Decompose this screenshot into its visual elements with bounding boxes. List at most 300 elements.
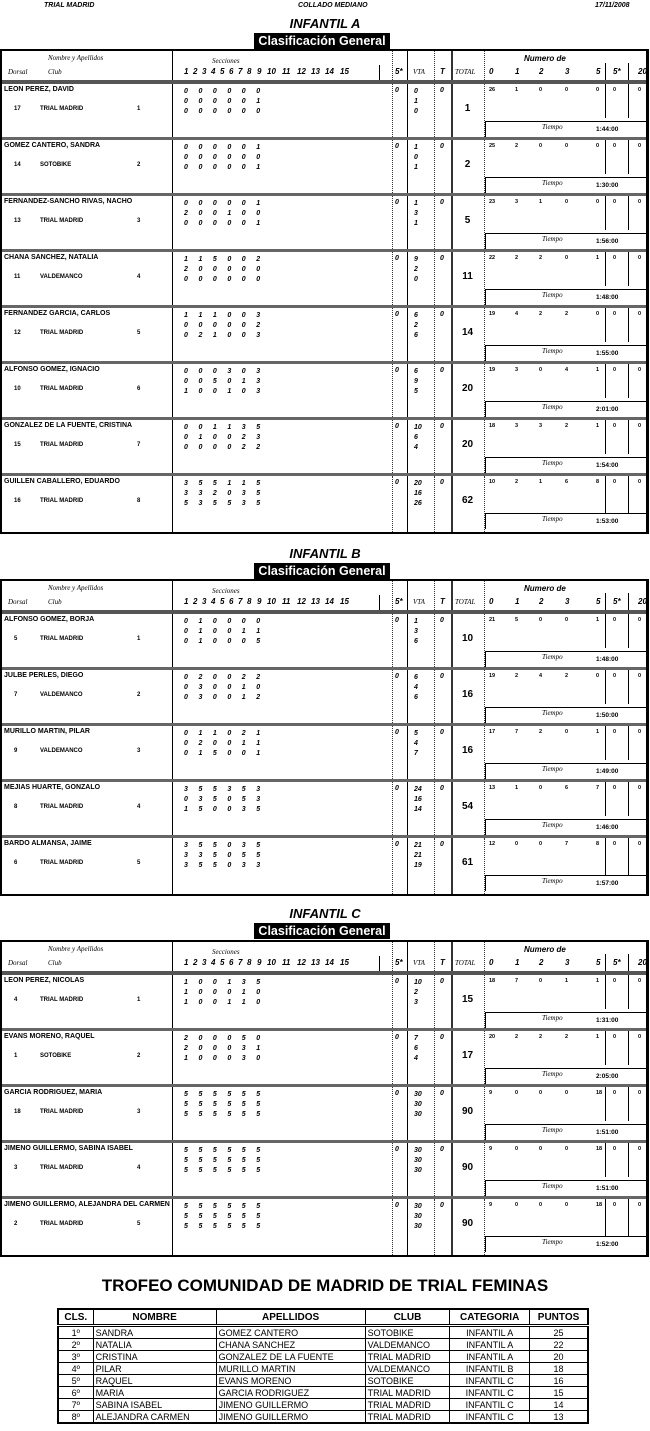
column-divider xyxy=(172,51,173,80)
trophy-cell: SABINA ISABEL xyxy=(93,1399,216,1411)
trophy-cell: 25 xyxy=(530,1326,588,1339)
count-value: 0 xyxy=(565,1090,569,1096)
header-count-2: 2 xyxy=(539,597,544,606)
column-divider xyxy=(434,140,435,193)
column-divider xyxy=(407,942,408,971)
t-value: 0 xyxy=(440,729,444,736)
count-value: 1 xyxy=(596,1034,600,1040)
five-star-value: 0 xyxy=(395,423,399,430)
header-section-number: 14 xyxy=(325,597,334,606)
column-divider xyxy=(451,420,453,473)
vta-values xyxy=(414,255,418,285)
header-t: T xyxy=(440,958,445,967)
header-count-5: 5* xyxy=(613,958,621,967)
lap-scores xyxy=(184,617,264,647)
trophy-cell: GARCIA RODRIGUEZ xyxy=(216,1387,365,1399)
lap-row: 1 1 1 0 0 3 xyxy=(184,312,265,319)
t-value: 0 xyxy=(440,978,444,985)
lap-row: 0 0 1 1 3 5 xyxy=(184,424,265,431)
vta-lap: 0 xyxy=(414,154,418,161)
rider-position: 1 xyxy=(137,636,141,642)
column-divider xyxy=(434,726,435,779)
column-divider xyxy=(628,63,629,80)
vta-lap: 4 xyxy=(414,740,418,747)
header-section-number: 5 xyxy=(220,958,225,967)
vta-lap: 6 xyxy=(414,368,418,375)
count-value: 0 xyxy=(539,617,543,623)
count-value: 2 xyxy=(565,673,569,679)
tiempo-value: 1:31:00 xyxy=(596,1017,619,1024)
rider-position: 4 xyxy=(137,1165,141,1171)
rider-name: GONZALEZ DE LA FUENTE, CRISTINA xyxy=(4,422,133,429)
vta-lap: 19 xyxy=(414,862,422,869)
vta-values xyxy=(414,673,418,703)
vta-lap: 1 xyxy=(414,164,418,171)
count-value: 2 xyxy=(515,479,519,485)
count-value: 0 xyxy=(565,1202,569,1208)
tiempo-box xyxy=(485,513,646,529)
column-divider xyxy=(392,1199,393,1255)
header-section-number: 13 xyxy=(311,597,320,606)
rider-name: EVANS MORENO, RAQUEL xyxy=(4,1033,95,1040)
rider-name: MURILLO MARTIN, PILAR xyxy=(4,728,90,735)
count-value: 1 xyxy=(565,978,569,984)
count-value: 1 xyxy=(539,479,543,485)
tiempo-value: 1:30:00 xyxy=(596,182,619,189)
column-divider xyxy=(434,975,435,1028)
total-score: 90 xyxy=(461,1218,474,1229)
rider-name: FERNANDEZ GARCIA, CARLOS xyxy=(4,310,111,317)
header-date: 17/11/2008 xyxy=(595,2,630,9)
t-value: 0 xyxy=(440,423,444,430)
column-divider xyxy=(434,942,435,971)
header-count-0: 0 xyxy=(489,958,494,967)
rider-dorsal: 12 xyxy=(14,330,21,336)
column-divider xyxy=(407,140,408,193)
vta-lap: 2 xyxy=(414,989,418,996)
column-divider xyxy=(451,726,453,779)
trophy-row xyxy=(58,1351,588,1363)
rider-row xyxy=(2,1199,646,1255)
vta-lap: 1 xyxy=(414,144,418,151)
tiempo-box xyxy=(485,177,646,193)
tiempo-value: 1:52:00 xyxy=(596,1241,619,1248)
header-vta: VTA xyxy=(413,68,425,76)
rider-row xyxy=(2,614,646,670)
count-value: 4 xyxy=(539,673,543,679)
rider-dorsal: 7 xyxy=(14,692,18,698)
column-divider xyxy=(434,476,435,532)
lap-scores xyxy=(184,978,264,1008)
vta-lap: 30 xyxy=(414,1147,422,1154)
lap-row: 5 5 5 5 5 5 xyxy=(184,1213,265,1220)
rider-row xyxy=(2,364,646,420)
header-count-2: 2 xyxy=(539,67,544,76)
count-value: 0 xyxy=(638,143,642,149)
count-value: 9 xyxy=(489,1146,493,1152)
tiempo-label: Tiempo xyxy=(542,653,563,661)
count-value: 0 xyxy=(638,1146,642,1152)
header-section-number: 11 xyxy=(282,597,291,606)
lap-row: 5 5 5 5 5 5 xyxy=(184,1167,265,1174)
trophy-cell: 1º xyxy=(58,1326,93,1339)
column-divider xyxy=(628,838,629,875)
column-divider xyxy=(172,726,173,779)
classification-subtitle: Clasificación General xyxy=(254,923,390,939)
tiempo-value: 2:05:00 xyxy=(596,1073,619,1080)
tiempo-box xyxy=(485,651,646,667)
vta-lap: 20 xyxy=(414,480,422,487)
rider-club: TRIAL MADRID xyxy=(40,218,84,224)
classification-table xyxy=(0,49,649,534)
trophy-row xyxy=(58,1399,588,1411)
tiempo-label: Tiempo xyxy=(542,291,563,299)
header-count-6: 20 xyxy=(638,958,647,967)
column-divider xyxy=(605,196,606,230)
rider-club: TRIAL MADRID xyxy=(40,442,84,448)
tiempo-label: Tiempo xyxy=(542,123,563,131)
count-value: 3 xyxy=(515,199,519,205)
tiempo-box xyxy=(485,1124,646,1140)
rider-row xyxy=(2,140,646,196)
rider-dorsal: 18 xyxy=(14,1109,21,1115)
header-section-number: 2 xyxy=(193,958,198,967)
lap-row: 2 0 0 0 0 0 xyxy=(184,266,265,273)
count-value: 0 xyxy=(638,1090,642,1096)
header-t: T xyxy=(440,67,445,76)
count-value: 0 xyxy=(565,1146,569,1152)
count-value: 0 xyxy=(613,255,617,261)
trophy-cell: GOMEZ CANTERO xyxy=(216,1326,365,1339)
header-section-number: 4 xyxy=(211,958,216,967)
tiempo-label: Tiempo xyxy=(542,347,563,355)
lap-row: 2 0 0 1 0 0 xyxy=(184,210,265,217)
header-section-number: 5 xyxy=(220,67,225,76)
rider-dorsal: 11 xyxy=(14,274,21,280)
trophy-cell: 4º xyxy=(58,1363,93,1375)
five-star-value: 0 xyxy=(395,978,399,985)
column-divider xyxy=(392,975,393,1028)
column-divider xyxy=(434,670,435,723)
lap-row: 3 5 5 3 5 3 xyxy=(184,786,265,793)
five-star-value: 0 xyxy=(395,255,399,262)
vta-values xyxy=(414,1090,422,1120)
count-value: 1 xyxy=(539,199,543,205)
column-divider xyxy=(172,84,173,137)
trophy-cell: JIMENO GUILLERMO xyxy=(216,1399,365,1411)
count-value: 0 xyxy=(613,617,617,623)
trophy-cell: INFANTIL B xyxy=(450,1363,530,1375)
column-divider xyxy=(434,196,435,249)
trophy-cell: INFANTIL C xyxy=(450,1411,530,1424)
lap-row: 0 0 5 0 1 3 xyxy=(184,378,265,385)
column-divider xyxy=(172,196,173,249)
tiempo-box xyxy=(485,1012,646,1028)
rider-position: 4 xyxy=(137,804,141,810)
rider-name: GUILLEN CABALLERO, EDUARDO xyxy=(4,478,120,485)
rider-dorsal: 6 xyxy=(14,860,18,866)
column-divider xyxy=(407,308,408,361)
count-value: 9 xyxy=(489,1090,493,1096)
header-vta: VTA xyxy=(413,598,425,606)
vta-lap: 21 xyxy=(414,842,422,849)
t-value: 0 xyxy=(440,1090,444,1097)
rider-position: 5 xyxy=(137,860,141,866)
vta-lap: 4 xyxy=(414,684,418,691)
trophy-cell: TRIAL MADRID xyxy=(365,1399,450,1411)
count-value: 0 xyxy=(565,729,569,735)
trophy-header-cell: APELLIDOS xyxy=(216,1309,365,1326)
header-dorsal: Dorsal xyxy=(8,68,28,76)
count-value: 2 xyxy=(539,1034,543,1040)
lap-scores xyxy=(184,1090,264,1120)
column-divider xyxy=(407,838,408,894)
column-divider xyxy=(605,838,606,875)
tiempo-box xyxy=(485,233,646,249)
five-star-value: 0 xyxy=(395,479,399,486)
tiempo-value: 1:56:00 xyxy=(596,238,619,245)
column-divider xyxy=(172,1143,173,1196)
vta-values xyxy=(414,367,418,397)
trophy-cell: TRIAL MADRID xyxy=(365,1351,450,1363)
count-value: 18 xyxy=(596,1146,603,1152)
column-divider xyxy=(392,420,393,473)
t-value: 0 xyxy=(440,311,444,318)
count-value: 0 xyxy=(539,978,543,984)
lap-scores xyxy=(184,1202,264,1232)
lap-row: 5 5 5 5 5 5 xyxy=(184,1101,265,1108)
count-value: 4 xyxy=(515,311,519,317)
count-value: 0 xyxy=(539,1146,543,1152)
rider-club: TRIAL MADRID xyxy=(40,498,84,504)
column-divider xyxy=(172,420,173,473)
header-section-number: 2 xyxy=(193,67,198,76)
rider-name: JIMENO GUILLERMO, SABINA ISABEL xyxy=(4,1145,133,1152)
header-section-number: 3 xyxy=(202,958,207,967)
header-club: Club xyxy=(48,598,62,606)
rider-position: 5 xyxy=(137,330,141,336)
trophy-cell: TRIAL MADRID xyxy=(365,1411,450,1424)
trophy-row xyxy=(58,1363,588,1375)
rider-club: TRIAL MADRID xyxy=(40,1221,84,1227)
column-divider xyxy=(628,726,629,760)
five-star-value: 0 xyxy=(395,311,399,318)
header-section-number: 14 xyxy=(325,958,334,967)
column-divider xyxy=(172,308,173,361)
column-divider xyxy=(628,476,629,513)
count-value: 3 xyxy=(515,367,519,373)
classification-subtitle: Clasificación General xyxy=(254,33,390,49)
header-nombre: Nombre y Apellidos xyxy=(48,945,104,953)
t-value: 0 xyxy=(440,841,444,848)
five-star-value: 0 xyxy=(395,199,399,206)
count-value: 0 xyxy=(638,1034,642,1040)
vta-lap: 30 xyxy=(414,1213,422,1220)
count-value: 19 xyxy=(489,311,496,317)
column-divider xyxy=(379,595,380,610)
vta-values xyxy=(414,479,422,509)
count-value: 0 xyxy=(638,423,642,429)
header-section-number: 8 xyxy=(247,958,252,967)
trophy-cell: INFANTIL A xyxy=(450,1326,530,1339)
header-dorsal: Dorsal xyxy=(8,959,28,967)
header-section-number: 7 xyxy=(238,597,243,606)
column-divider xyxy=(407,476,408,532)
rider-dorsal: 16 xyxy=(14,498,21,504)
t-value: 0 xyxy=(440,255,444,262)
lap-row: 0 0 0 0 0 1 xyxy=(184,98,265,105)
count-value: 18 xyxy=(489,978,496,984)
lap-row: 1 0 0 1 1 0 xyxy=(184,999,265,1006)
vta-lap: 6 xyxy=(414,1045,418,1052)
column-divider xyxy=(392,1143,393,1196)
tiempo-box xyxy=(485,763,646,779)
t-value: 0 xyxy=(440,1146,444,1153)
lap-row: 0 2 1 0 0 3 xyxy=(184,332,265,339)
header-count-3: 3 xyxy=(565,67,570,76)
column-divider xyxy=(392,252,393,305)
column-divider xyxy=(628,1143,629,1177)
rider-position: 1 xyxy=(137,106,141,112)
column-divider xyxy=(628,252,629,286)
tiempo-value: 1:55:00 xyxy=(596,350,619,357)
five-star-value: 0 xyxy=(395,729,399,736)
column-divider xyxy=(605,476,606,513)
rider-club: SOTOBIKE xyxy=(40,162,72,168)
five-star-value: 0 xyxy=(395,673,399,680)
tiempo-label: Tiempo xyxy=(542,459,563,467)
header-five-star: 5* xyxy=(395,597,403,606)
lap-row: 0 0 0 0 0 1 xyxy=(184,200,265,207)
lap-row: 3 3 5 0 5 5 xyxy=(184,852,265,859)
column-divider xyxy=(392,614,393,667)
count-value: 0 xyxy=(515,1090,519,1096)
t-value: 0 xyxy=(440,1202,444,1209)
count-value: 1 xyxy=(596,367,600,373)
total-score: 17 xyxy=(461,1050,474,1061)
t-value: 0 xyxy=(440,617,444,624)
count-value: 0 xyxy=(613,1090,617,1096)
count-value: 0 xyxy=(596,143,600,149)
column-divider xyxy=(392,84,393,137)
page-header xyxy=(0,0,650,12)
column-divider xyxy=(628,84,629,118)
column-divider xyxy=(434,838,435,894)
header-secciones: Secciones xyxy=(212,948,240,956)
tiempo-label: Tiempo xyxy=(542,877,563,885)
trophy-cell: JIMENO GUILLERMO xyxy=(216,1411,365,1424)
column-divider xyxy=(434,1143,435,1196)
rider-position: 2 xyxy=(137,162,141,168)
vta-values xyxy=(414,1146,422,1176)
rider-dorsal: 4 xyxy=(14,997,18,1003)
column-divider xyxy=(451,1199,453,1255)
header-count-0: 0 xyxy=(489,67,494,76)
trophy-row xyxy=(58,1326,588,1339)
lap-row: 0 1 0 0 1 1 xyxy=(184,628,265,635)
count-value: 1 xyxy=(596,978,600,984)
rider-position: 8 xyxy=(137,498,141,504)
tiempo-box xyxy=(485,289,646,305)
column-divider xyxy=(172,1031,173,1084)
count-value: 0 xyxy=(515,841,519,847)
column-divider xyxy=(407,196,408,249)
header-section-number: 15 xyxy=(340,67,349,76)
column-divider xyxy=(451,838,453,894)
count-value: 0 xyxy=(596,673,600,679)
vta-values xyxy=(414,978,422,1008)
trophy-cell: MURILLO MARTIN xyxy=(216,1363,365,1375)
vta-values xyxy=(414,785,422,815)
column-divider xyxy=(605,782,606,816)
lap-row: 0 0 0 0 0 0 xyxy=(184,88,265,95)
count-value: 1 xyxy=(596,423,600,429)
trophy-cell: 7º xyxy=(58,1399,93,1411)
count-value: 10 xyxy=(489,479,496,485)
column-divider xyxy=(407,581,408,610)
trophy-cell: 5º xyxy=(58,1375,93,1387)
header-section-number: 6 xyxy=(229,67,234,76)
column-divider xyxy=(392,726,393,779)
column-divider xyxy=(172,838,173,894)
five-star-value: 0 xyxy=(395,617,399,624)
count-value: 2 xyxy=(515,673,519,679)
header-section-number: 11 xyxy=(282,67,291,76)
rider-position: 2 xyxy=(137,692,141,698)
header-section-number: 3 xyxy=(202,67,207,76)
header-section-number: 9 xyxy=(257,67,262,76)
column-divider xyxy=(628,420,629,454)
rider-club: TRIAL MADRID xyxy=(40,106,84,112)
header-count-3: 3 xyxy=(565,958,570,967)
total-score: 90 xyxy=(461,1162,474,1173)
column-divider xyxy=(407,1087,408,1140)
count-value: 18 xyxy=(596,1202,603,1208)
rider-position: 3 xyxy=(137,1109,141,1115)
column-divider xyxy=(605,140,606,174)
column-divider xyxy=(172,942,173,971)
column-divider xyxy=(434,308,435,361)
count-value: 0 xyxy=(638,1202,642,1208)
tiempo-label: Tiempo xyxy=(542,1126,563,1134)
header-section-number: 3 xyxy=(202,597,207,606)
five-star-value: 0 xyxy=(395,143,399,150)
total-score: 20 xyxy=(461,439,474,450)
count-value: 26 xyxy=(489,87,496,93)
count-value: 0 xyxy=(613,479,617,485)
vta-lap: 9 xyxy=(414,378,418,385)
trophy-cell: CRISTINA xyxy=(93,1351,216,1363)
rider-position: 6 xyxy=(137,386,141,392)
column-divider xyxy=(407,51,408,80)
count-value: 18 xyxy=(596,1090,603,1096)
header-count-5: 5* xyxy=(613,597,621,606)
column-divider xyxy=(434,614,435,667)
trophy-header-cell: CLUB xyxy=(365,1309,450,1326)
column-divider xyxy=(434,84,435,137)
rider-row xyxy=(2,782,646,838)
count-value: 0 xyxy=(638,311,642,317)
header-section-number: 8 xyxy=(247,597,252,606)
header-count-4: 5 xyxy=(596,597,601,606)
count-value: 0 xyxy=(613,729,617,735)
trophy-cell: INFANTIL A xyxy=(450,1339,530,1351)
tiempo-label: Tiempo xyxy=(542,1238,563,1246)
column-divider xyxy=(484,51,485,80)
count-value: 0 xyxy=(638,617,642,623)
vta-lap: 30 xyxy=(414,1223,422,1230)
t-value: 0 xyxy=(440,673,444,680)
